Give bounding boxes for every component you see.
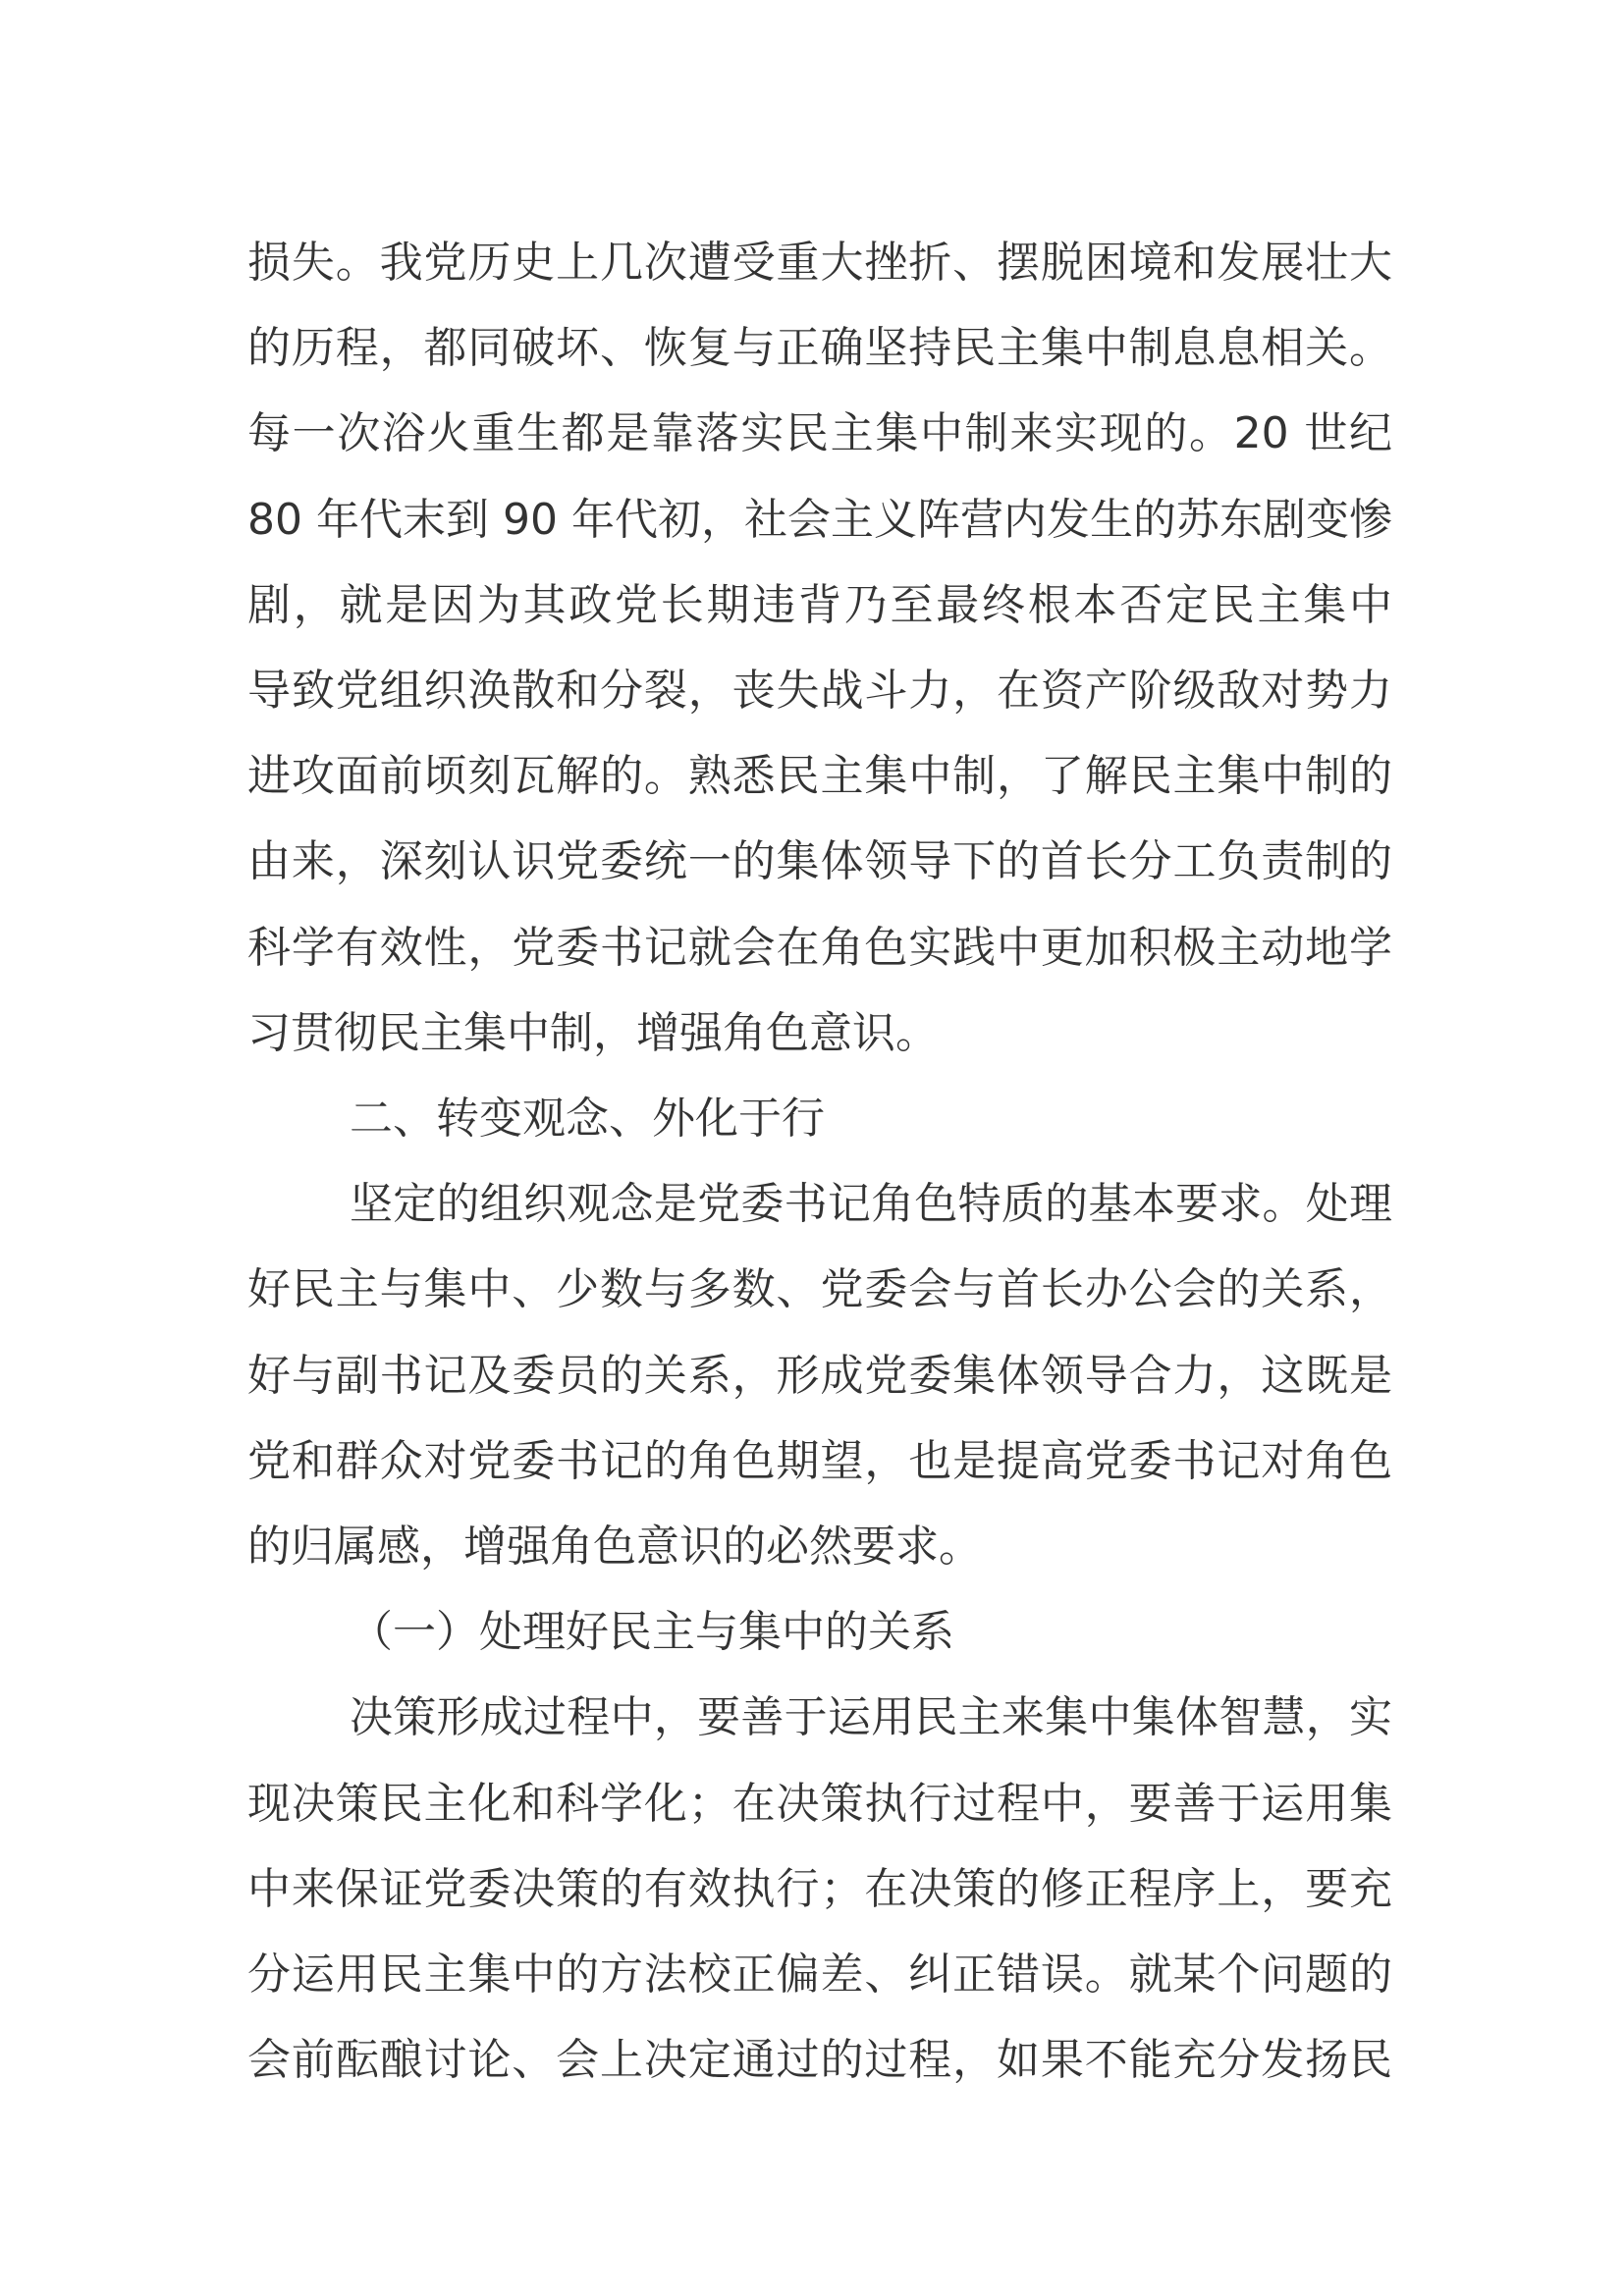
text-line: 每一次浴火重生都是靠落实民主集中制来实现的。20 世纪 (247, 408, 1392, 459)
section-heading: 二、转变观念、外化于行 (350, 1094, 825, 1144)
text-line: 80 年代末到 90 年代初，社会主义阵营内发生的苏东剧变惨 (247, 494, 1392, 545)
text-line: 剧，就是因为其政党长期违背乃至最终根本否定民主集中 (247, 579, 1392, 630)
text-line: 进攻面前顷刻瓦解的。熟悉民主集中制，了解民主集中制的 (247, 751, 1392, 802)
text-line: 分运用民主集中的方法校正偏差、纠正错误。就某个问题的 (247, 1949, 1392, 2000)
text-line: 党和群众对党委书记的角色期望，也是提高党委书记对角色 (247, 1435, 1392, 1486)
text-line: 坚定的组织观念是党委书记角色特质的基本要求。处理 (350, 1179, 1392, 1230)
text-line: 会前酝酿讨论、会上决定通过的过程，如果不能充分发扬民 (247, 2035, 1392, 2086)
text-line: 科学有效性，党委书记就会在角色实践中更加积极主动地学 (247, 922, 1392, 973)
text-line: 导致党组织涣散和分裂，丧失战斗力，在资产阶级敌对势力 (247, 666, 1392, 716)
text-line: 现决策民主化和科学化；在决策执行过程中，要善于运用集 (247, 1778, 1392, 1829)
text-line: 好民主与集中、少数与多数、党委会与首长办公会的关系， (247, 1264, 1392, 1315)
text-line: 由来，深刻认识党委统一的集体领导下的首长分工负责制的 (247, 836, 1392, 887)
text-line: 的历程，都同破坏、恢复与正确坚持民主集中制息息相关。 (247, 323, 1392, 374)
text-line: 的归属感，增强角色意识的必然要求。 (247, 1522, 982, 1572)
text-line: 决策形成过程中，要善于运用民主来集中集体智慧，实 (350, 1692, 1392, 1743)
text-line: 损失。我党历史上几次遭受重大挫折、摆脱困境和发展壮大 (247, 238, 1392, 288)
section-heading: （一）处理好民主与集中的关系 (350, 1607, 954, 1658)
text-line: 习贯彻民主集中制，增强角色意识。 (247, 1007, 939, 1058)
text-line: 中来保证党委决策的有效执行；在决策的修正程序上，要充 (247, 1863, 1392, 1914)
text-line: 好与副书记及委员的关系，形成党委集体领导合力，这既是 (247, 1350, 1392, 1401)
